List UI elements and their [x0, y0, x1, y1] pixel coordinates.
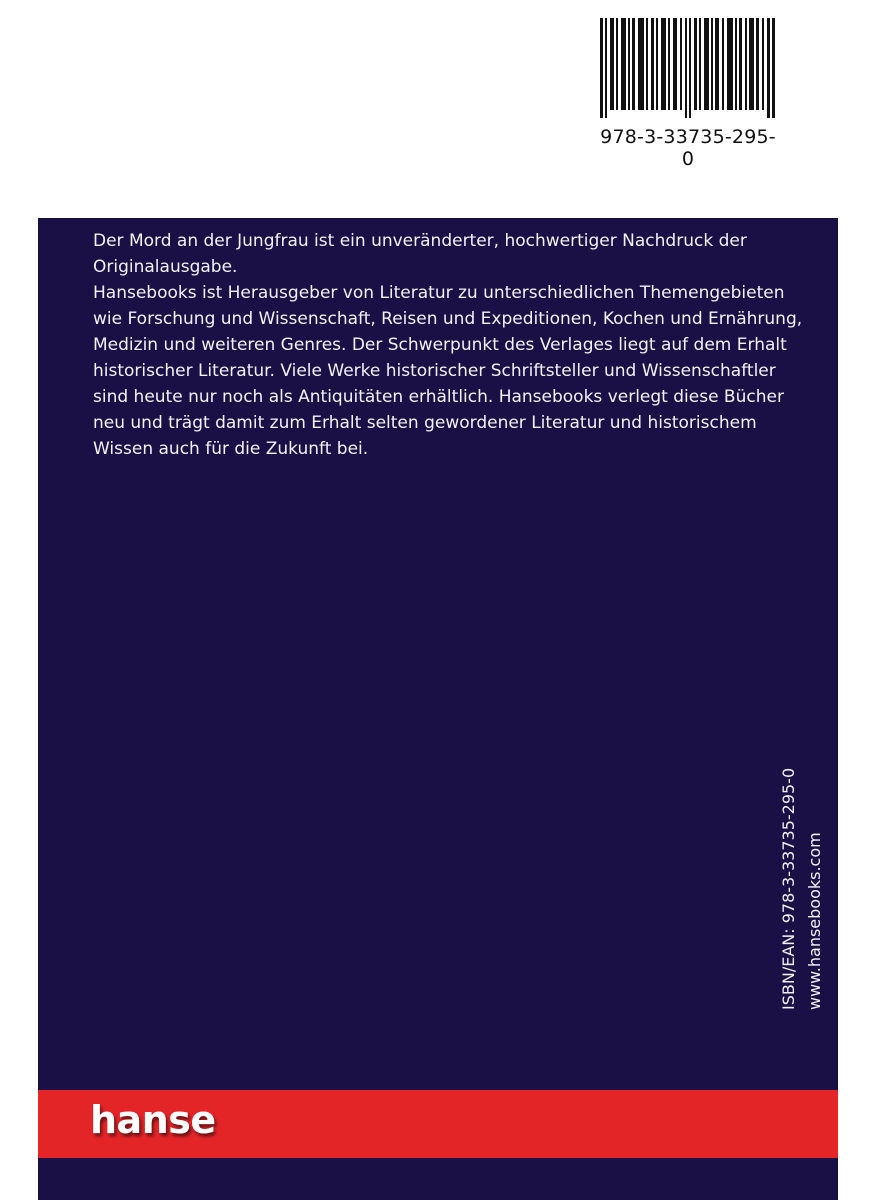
hanse-logo: hanse — [90, 1098, 216, 1142]
blurb-text — [93, 228, 813, 462]
spine-info — [776, 670, 836, 1010]
blurb-paragraph-2: Hansebooks ist Herausgeber von Literatur zu unterschiedlichen Themengebieten wie Forschung und Wissenschaft, Reisen und Expeditionen, Kochen und Ernährung, Medizin und weiteren Genres. Der Schwerpunkt des Verlages liegt auf dem Erhalt historischer Literatur. Viele Werke historischer Schriftsteller und Wissenschaftler sind heute nur noch als Antiquitäten erhältlich. Hansebooks verlegt diese Bücher neu und trägt damit zum Erhalt selten gewordener Literatur und historischem Wissen auch für die Zukunft bei. — [93, 283, 803, 459]
brand-band — [38, 1090, 838, 1158]
publisher-website: www.hansebooks.com — [805, 832, 824, 1010]
barcode — [598, 18, 778, 170]
cover-panel — [38, 218, 838, 1200]
blurb-paragraph-1: Der Mord an der Jungfrau ist ein unveränderter, hochwertiger Nachdruck der Originalausgabe. — [93, 231, 747, 277]
barcode-icon — [598, 18, 778, 118]
barcode-number: 978-3-33735-295-0 — [600, 126, 776, 170]
isbn-line: ISBN/EAN: 978-3-33735-295-0 — [779, 767, 798, 1010]
